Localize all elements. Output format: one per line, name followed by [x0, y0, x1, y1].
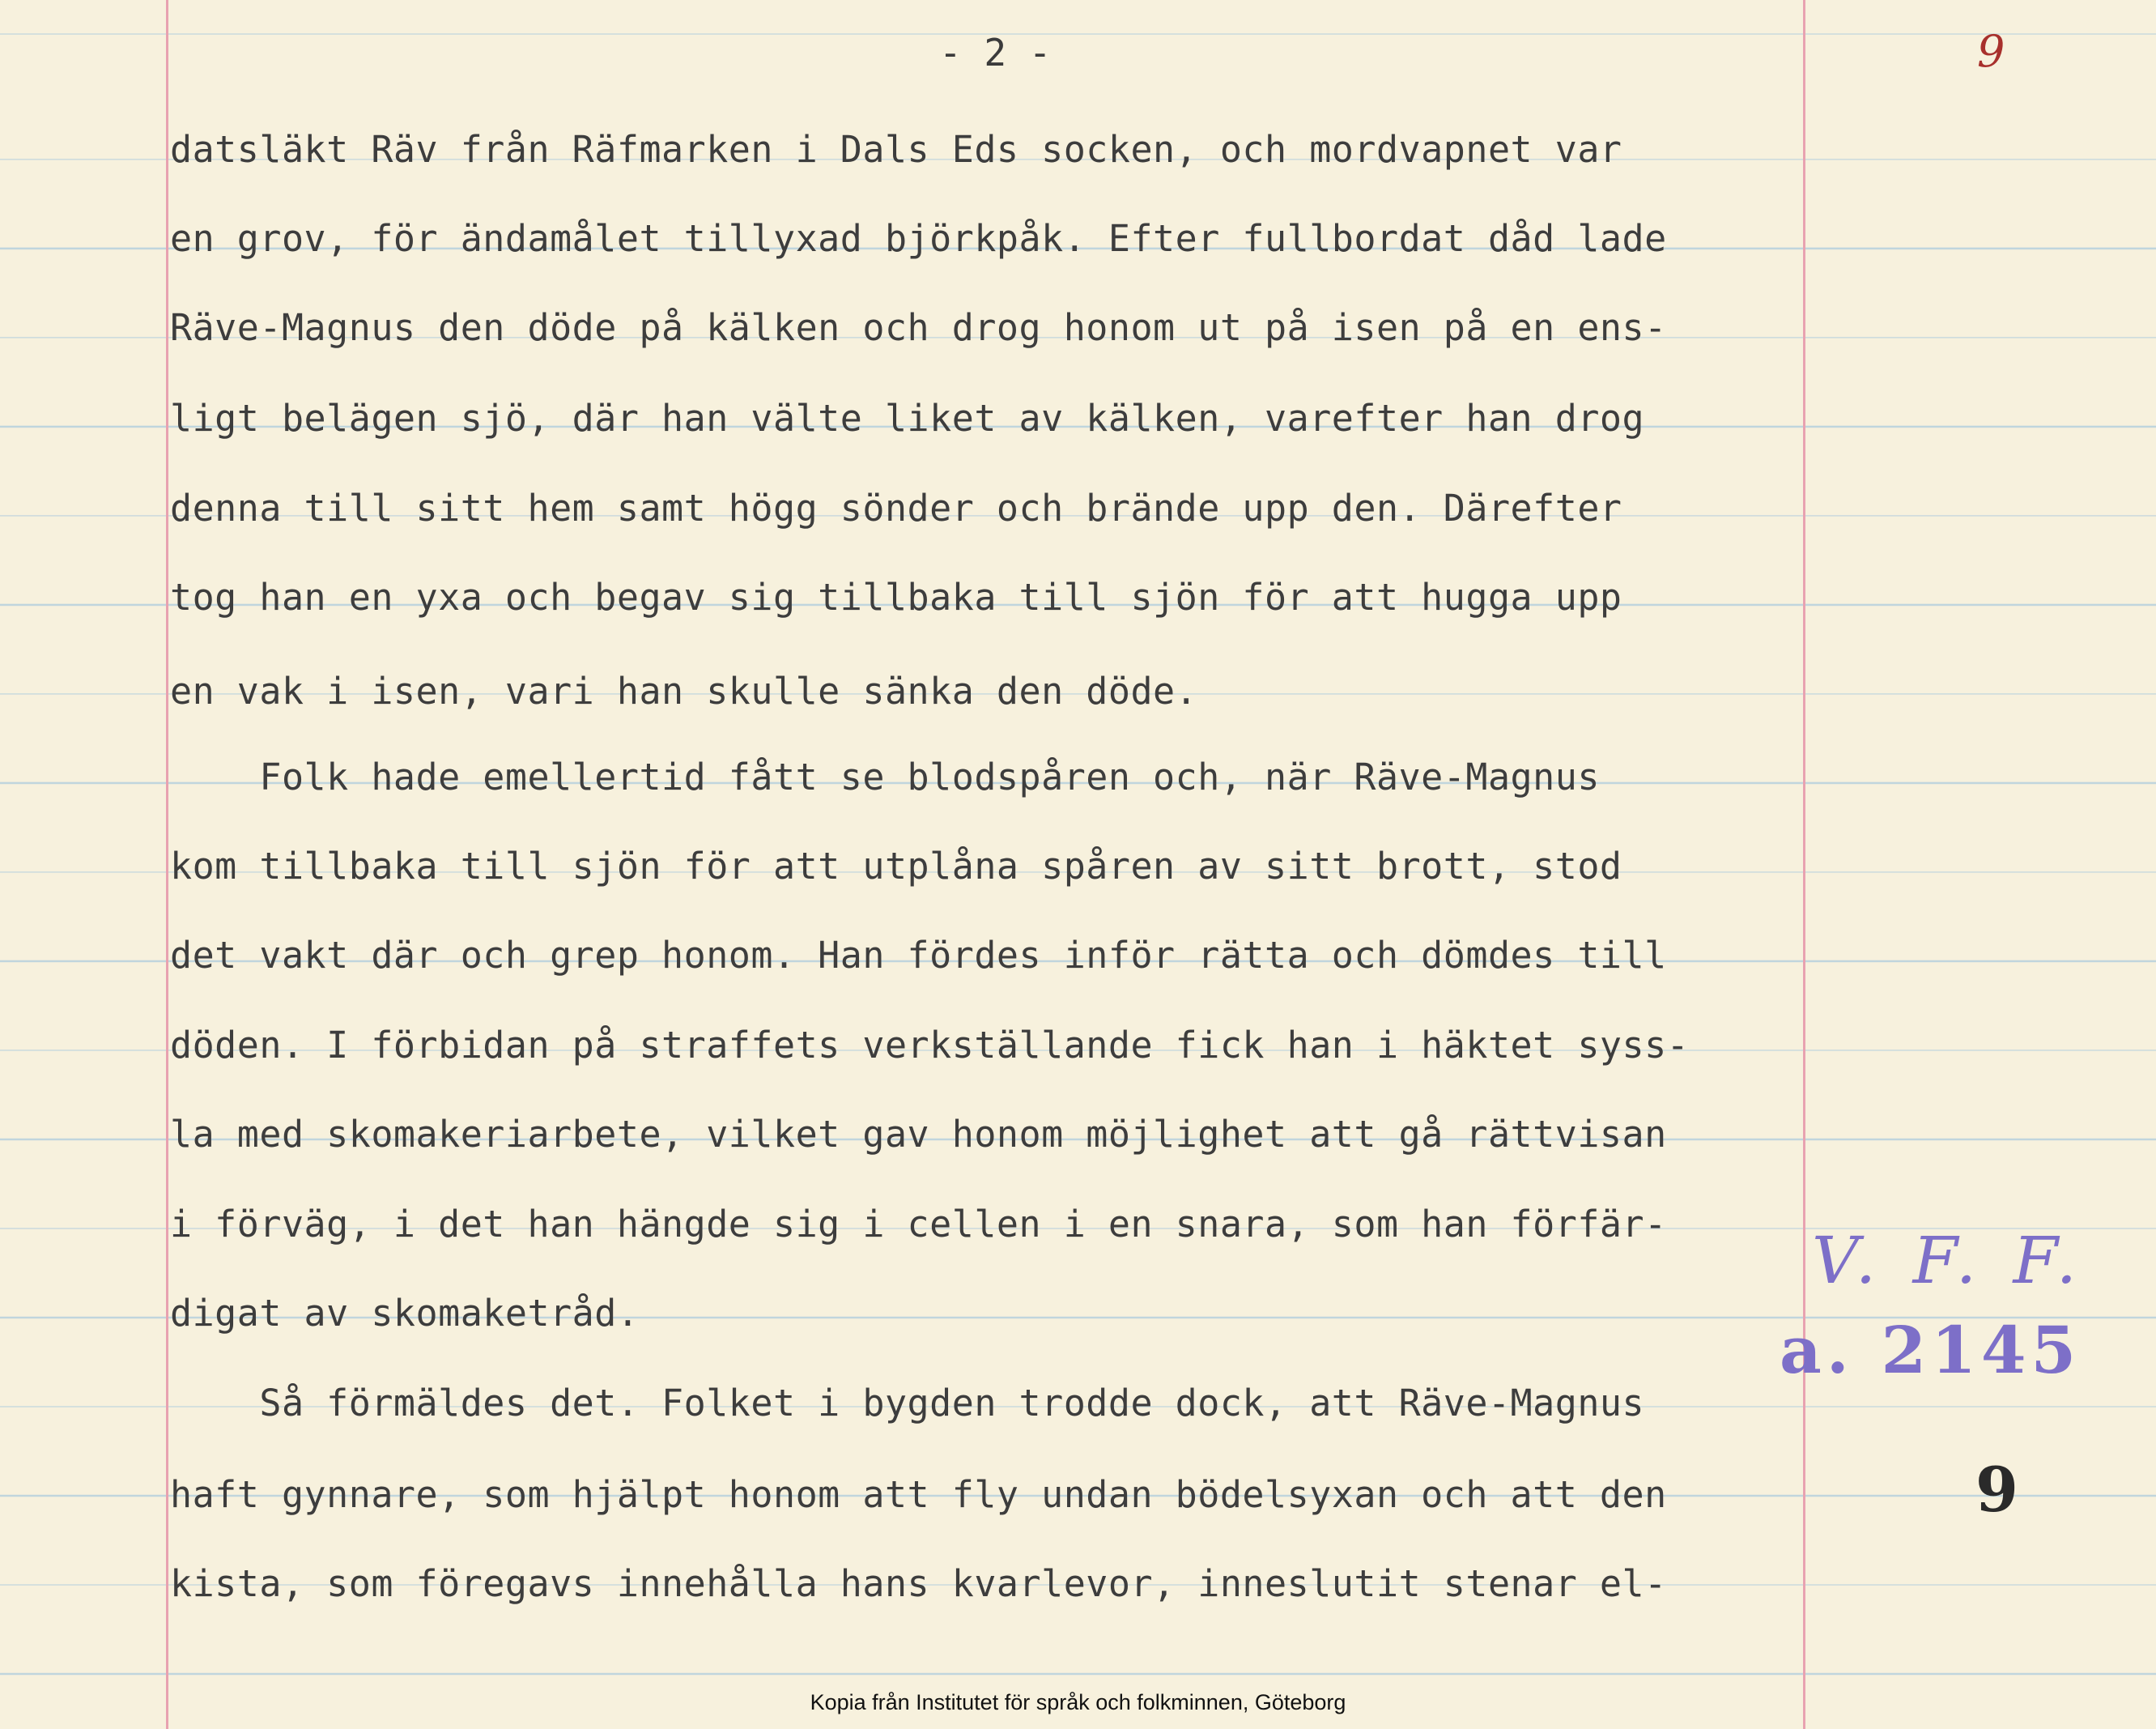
stamp-page-number: 9 — [1975, 1454, 2018, 1526]
text-line-12: la med skomakeriarbete, vilket gav honom möjlighet att gå rättvisan — [170, 1113, 1667, 1156]
handwritten-folio: 9 — [1977, 26, 2005, 77]
text-line-9: kom tillbaka till sjön för att utplåna spåren av sitt brott, stod — [170, 845, 1622, 888]
text-line-2: en grov, för ändamålet tillyxad björkpåk. Efter fullbordat dåd lade — [170, 217, 1667, 260]
left-margin-line — [166, 0, 168, 1729]
text-line-14: digat av skomaketråd. — [170, 1292, 640, 1335]
page-number: - 2 - — [939, 31, 1052, 75]
text-line-7: en vak i isen, vari han skulle sänka den döde. — [170, 670, 1198, 713]
copy-footer: Kopia från Institutet för språk och folkminnen, Göteborg — [810, 1690, 1346, 1714]
text-line-13: i förväg, i det han hängde sig i cellen i en snara, som han förfär- — [170, 1203, 1667, 1246]
text-line-6: tog han en yxa och begav sig tillbaka till sjön för att hugga upp — [170, 576, 1622, 619]
text-line-15: Så förmäldes det. Folket i bygden trodde dock, att Räve-Magnus — [170, 1382, 1645, 1425]
text-line-17: kista, som föregavs innehålla hans kvarlevor, inneslutit stenar el- — [170, 1562, 1667, 1605]
text-line-11: döden. I förbidan på straffets verkställande fick han i häktet syss- — [170, 1024, 1690, 1067]
right-margin-line — [1803, 0, 1805, 1729]
text-line-3: Räve-Magnus den döde på kälken och drog honom ut på isen på en ens- — [170, 306, 1667, 349]
text-line-4: ligt belägen sjö, där han välte liket av kälken, varefter han drog — [170, 397, 1645, 440]
text-line-10: det vakt där och grep honom. Han fördes inför rätta och dömdes till — [170, 934, 1667, 977]
text-line-5: denna till sitt hem samt högg sönder och brände upp den. Därefter — [170, 487, 1622, 530]
text-line-16: haft gynnare, som hjälpt honom att fly undan bödelsyxan och att den — [170, 1473, 1667, 1516]
archive-stamp-number: a. 2145 — [1780, 1312, 2082, 1388]
text-line-1: datsläkt Räv från Räfmarken i Dals Eds socken, och mordvapnet var — [170, 128, 1622, 171]
text-line-8: Folk hade emellertid fått se blodspåren och, när Räve-Magnus — [170, 756, 1600, 798]
archive-stamp-vff: V. F. F. — [1812, 1223, 2086, 1298]
